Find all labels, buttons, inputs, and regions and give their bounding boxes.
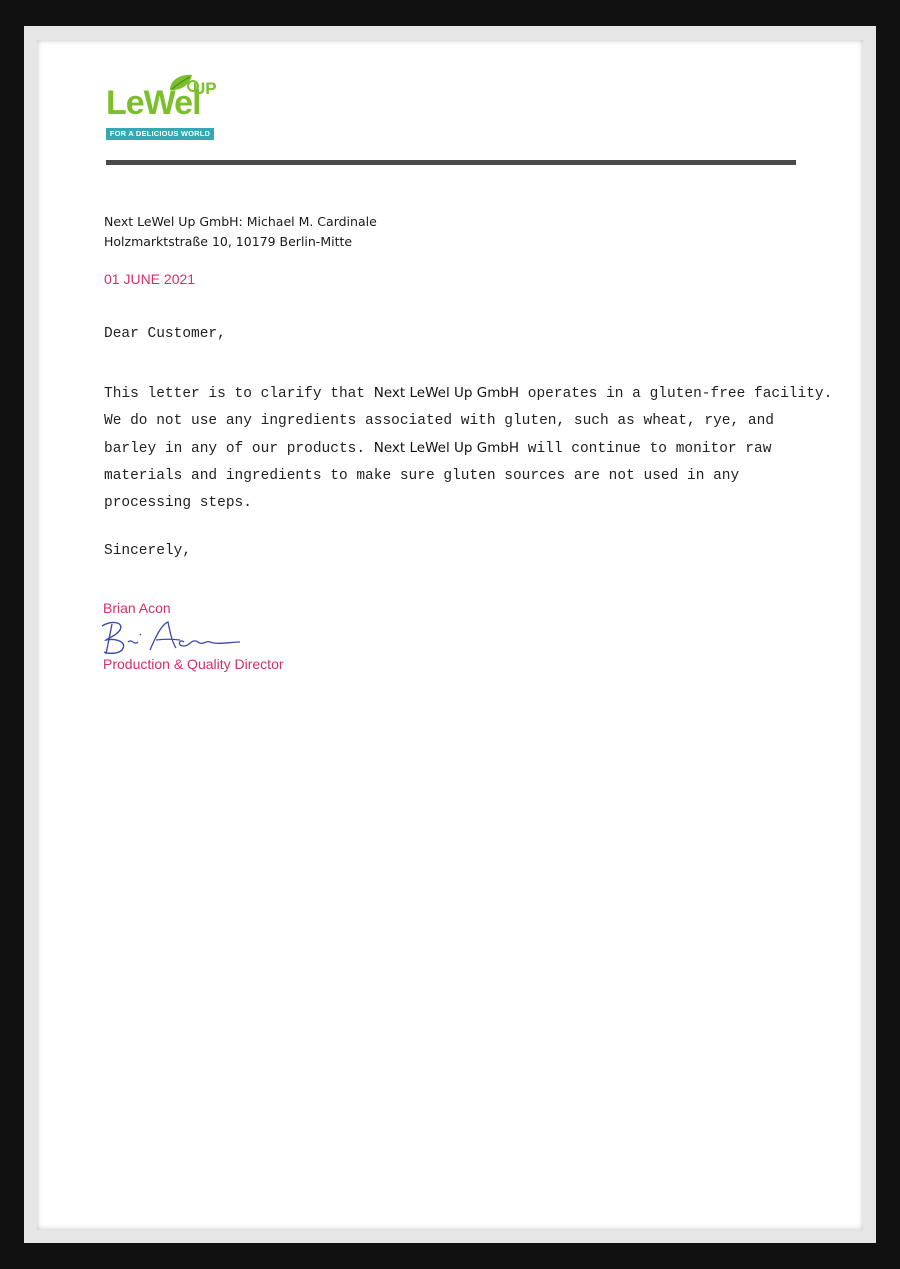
company-name: Next LeWel Up GmbH: [373, 440, 520, 456]
body-text: will continue to monitor raw: [519, 441, 772, 457]
header-divider: [106, 160, 796, 165]
body-text: operates in a gluten-free facility.: [519, 386, 833, 402]
letter-body: [104, 380, 849, 517]
signer-title: Production & Quality Director: [103, 656, 284, 672]
signer-name: Brian Acon: [103, 600, 171, 616]
logo-superscript: UP: [193, 79, 217, 98]
salutation: Dear Customer,: [104, 326, 226, 342]
handwritten-signature: [94, 612, 244, 658]
company-name: Next LeWel Up GmbH: [373, 385, 520, 401]
body-line-3: [104, 435, 849, 463]
body-line-2: We do not use any ingredients associated with gluten, such as wheat, rye, and: [104, 413, 775, 429]
letter-date: 01 JUNE 2021: [104, 271, 196, 287]
body-text: This letter is to clarify that: [104, 386, 374, 402]
logo-wordmark: LeWel: [106, 84, 201, 122]
body-text: barley in any of our products.: [104, 441, 374, 457]
logo-tagline: FOR A DELICIOUS WORLD: [106, 128, 214, 140]
body-line-4: materials and ingredients to make sure gluten sources are not used in any: [104, 468, 740, 484]
address-line-1: Next LeWel Up GmbH: Michael M. Cardinale: [104, 214, 377, 229]
body-line-1: [104, 380, 849, 408]
body-line-5: processing steps.: [104, 495, 252, 511]
recipient-address: [104, 212, 377, 252]
company-logo: [106, 72, 218, 144]
address-line-2: Holzmarktstraße 10, 10179 Berlin-Mitte: [104, 234, 353, 249]
closing: Sincerely,: [104, 543, 192, 559]
